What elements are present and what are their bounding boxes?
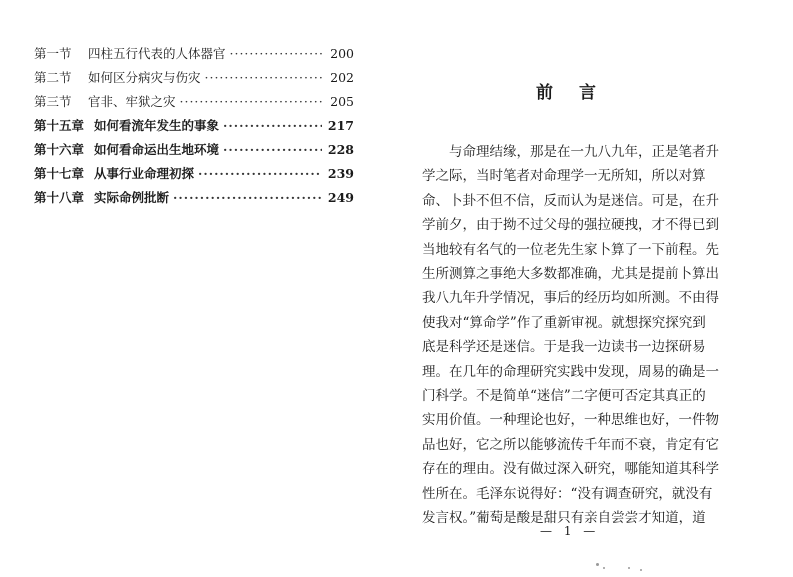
page-number: — 1 — [540, 524, 600, 538]
toc-entry-number: 第十八章 [34, 190, 85, 205]
toc-entry-number: 第二节 [34, 70, 72, 85]
toc-leader-dots [173, 190, 322, 205]
preface-line: 发言权。”葡萄是酸是甜只有亲自尝尝才知道，道 [422, 510, 706, 527]
toc-entry-title: 如何看命运出生地环境 [94, 142, 220, 157]
toc-leader-dots [180, 94, 322, 109]
toc-entry-page: 202 [330, 70, 354, 85]
toc-entry-title: 从事行业命理初探 [94, 166, 195, 181]
toc-entry [34, 164, 354, 188]
preface-line: 命、卜卦不但不信，反而认为是迷信。可是，在升 [422, 192, 719, 209]
toc-leader-dots [223, 118, 322, 133]
toc-entry [34, 140, 354, 164]
toc-entry [34, 116, 354, 140]
toc-page [0, 0, 396, 577]
scan-speck [596, 563, 599, 566]
toc-entry [34, 188, 354, 212]
toc-leader-dots [223, 142, 322, 157]
preface-line: 性所在。毛泽东说得好：“没有调查研究，就没有 [422, 485, 713, 502]
toc-entry [34, 92, 354, 116]
toc-entry-page: 200 [330, 46, 354, 61]
preface-line: 生所测算之事绝大多数都准确，尤其是提前卜算出 [422, 266, 719, 283]
preface-line: 当地较有名气的一位老先生家卜算了一下前程。先 [422, 241, 719, 258]
toc-leader-dots [205, 70, 322, 85]
preface-line: 底是科学还是迷信。于是我一边读书一边探研易 [422, 339, 706, 356]
toc-entry-page: 217 [327, 118, 354, 133]
scan-speck [628, 567, 630, 569]
preface-line: 实用价值。一种理论也好，一种思维也好，一件物 [422, 412, 719, 429]
toc-entry-title: 四柱五行代表的人体器官 [88, 46, 226, 61]
preface-line: 使我对“算命学”作了重新审视。就想探究探究到 [422, 314, 706, 331]
preface-heading: 前言 [536, 83, 622, 103]
toc-entry-title: 如何区分病灾与伤灾 [88, 70, 201, 85]
toc-entry-title: 官非、牢狱之灾 [88, 94, 176, 109]
toc-entry-title: 实际命例批断 [94, 190, 170, 205]
toc-entry-number: 第三节 [34, 94, 72, 109]
toc-entry-number: 第十五章 [34, 118, 85, 133]
toc-entry-title: 如何看流年发生的事象 [94, 118, 220, 133]
toc-entry-number: 第十六章 [34, 142, 85, 157]
toc-entry-number: 第一节 [34, 46, 72, 61]
toc-entry-number: 第十七章 [34, 166, 85, 181]
scan-speck [603, 567, 605, 569]
table-of-contents [34, 44, 354, 212]
toc-leader-dots [230, 46, 322, 61]
toc-entry-page: 239 [327, 166, 354, 181]
preface-line: 存在的理由。没有做过深入研究，哪能知道其科学 [422, 461, 719, 478]
toc-entry [34, 44, 354, 68]
preface-line: 门科学。不是简单“迷信”二字便可否定其真正的 [422, 388, 706, 405]
preface-line: 我八九年升学情况，事后的经历均如所测。不由得 [422, 290, 719, 307]
toc-entry-page: 205 [330, 94, 354, 109]
preface-line: 与命理结缘，那是在一九八九年，正是笔者升 [449, 144, 719, 160]
toc-entry-page: 228 [327, 142, 354, 157]
toc-leader-dots [198, 166, 322, 181]
scan-speck [640, 569, 642, 571]
preface-line: 学前夕，由于拗不过父母的强拉硬拽，才不得已到 [422, 217, 719, 234]
preface-line: 品也好，它之所以能够流传千年而不衰，肯定有它 [422, 436, 719, 453]
preface-line: 理。在几年的命理研究实践中发现，周易的确是一 [422, 363, 719, 380]
preface-page [396, 0, 793, 577]
preface-line: 学之际，当时笔者对命理学一无所知，所以对算 [422, 168, 706, 185]
preface-body [422, 140, 752, 531]
toc-entry-page: 249 [327, 190, 354, 205]
toc-entry [34, 68, 354, 92]
